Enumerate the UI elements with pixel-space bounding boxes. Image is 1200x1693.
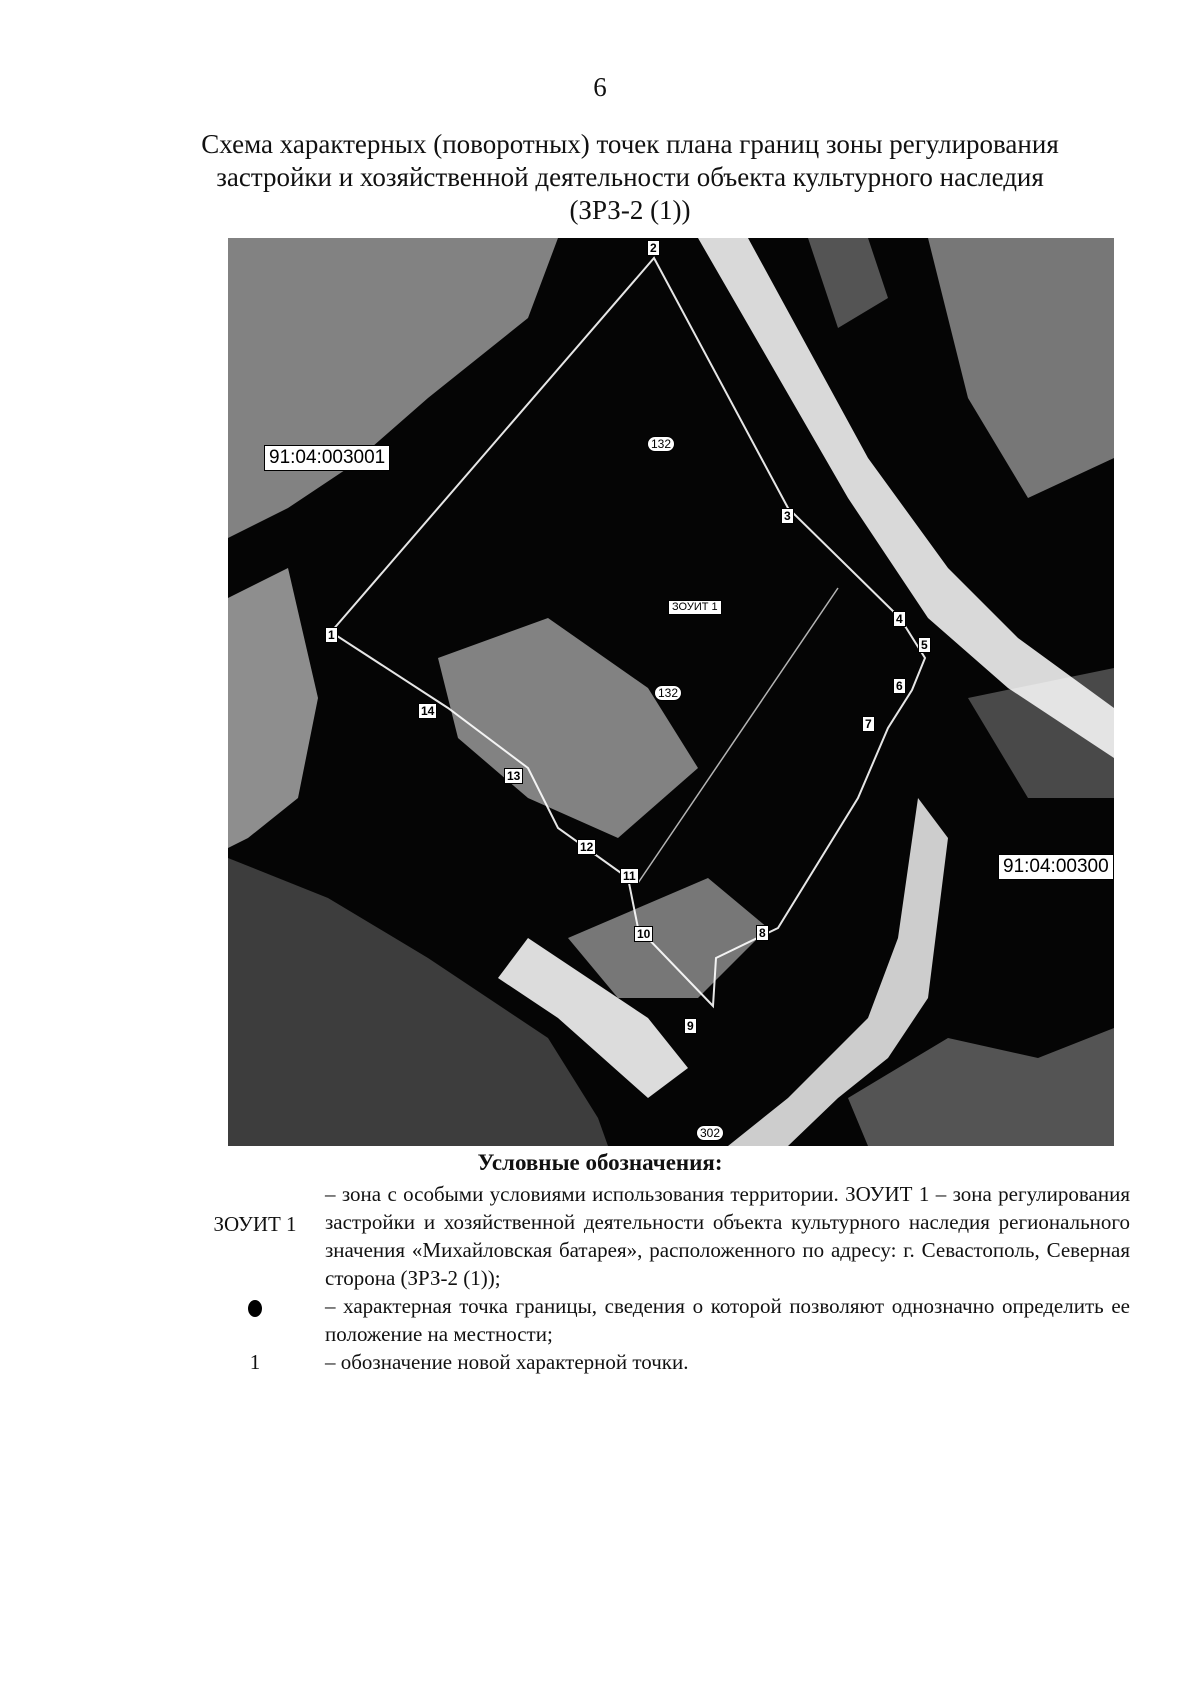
legend-new-point-text: – обозначение новой характерной точки. — [325, 1350, 689, 1374]
legend-zone-text: – зона с особыми условиями использования территории. ЗОУИТ 1 – зона регулирования застройки и хозяйственной деятельности объекта культурного наследия регионального значения «Михайловская батарея», расположенного по адресу: г. Севастополь, Северная сторона (ЗРЗ-2 (1)); — [325, 1182, 1130, 1290]
point-label: 10 — [634, 926, 653, 942]
legend-new-point-key: 1 — [249, 1350, 261, 1374]
cadastral-label: 91:04:00300 — [998, 854, 1114, 880]
page-title — [200, 128, 1060, 227]
point-label: 4 — [893, 611, 906, 627]
point-label: 11 — [620, 868, 639, 884]
point-label: 14 — [418, 703, 437, 719]
parcel-label: 132 — [647, 436, 675, 452]
point-label: 5 — [918, 637, 931, 653]
aerial-map — [228, 238, 1114, 1146]
legend-point-text: – характерная точка границы, сведения о которой позволяют однозначно определить ее положение на местности; — [325, 1294, 1130, 1346]
legend-title: Условные обозначения: — [477, 1150, 723, 1175]
point-label: 9 — [684, 1018, 697, 1034]
parcel-label: 132 — [654, 685, 682, 701]
title-line-3: (ЗРЗ-2 (1)) — [569, 195, 691, 225]
point-label: 1 — [325, 627, 338, 643]
point-label: 12 — [577, 839, 596, 855]
page-number: 6 — [593, 72, 607, 102]
parcel-label: 302 — [696, 1125, 724, 1141]
point-label: 13 — [504, 768, 523, 784]
zone-label: ЗОУИТ 1 — [668, 600, 722, 615]
point-label: 6 — [893, 678, 906, 694]
point-label: 2 — [647, 240, 660, 256]
point-label: 7 — [862, 716, 875, 732]
cadastral-label: 91:04:003001 — [264, 445, 390, 471]
legend-zone-key: ЗОУИТ 1 — [213, 1212, 297, 1236]
point-label: 3 — [781, 508, 794, 524]
title-line-1: Схема характерных (поворотных) точек плана границ зоны регулирования — [201, 129, 1059, 159]
title-line-2: застройки и хозяйственной деятельности объекта культурного наследия — [216, 162, 1044, 192]
point-label: 8 — [756, 925, 769, 941]
black-dot-icon — [240, 1296, 270, 1324]
